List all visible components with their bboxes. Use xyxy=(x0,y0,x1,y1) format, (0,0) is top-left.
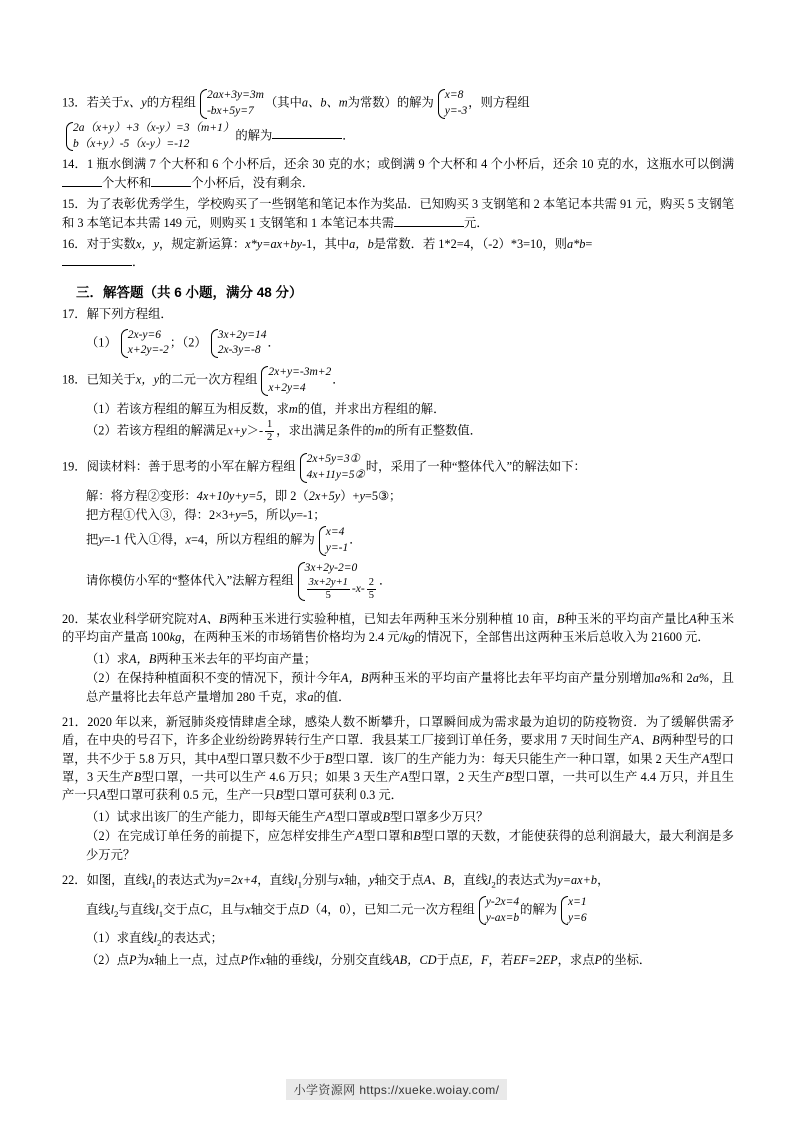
q22-v3: l xyxy=(294,872,298,887)
question-18-system xyxy=(258,365,331,397)
question-17-system-2 xyxy=(208,328,267,360)
question-15-text-2: 元． xyxy=(464,215,489,230)
question-16-text-6: ． xyxy=(132,254,145,269)
q22-t8: 的表达式为 xyxy=(495,872,558,887)
q22-s1-b: 的表达式； xyxy=(161,931,223,946)
q22-v7-sub: 2 xyxy=(491,879,496,890)
q22-sys1-row2: y-ax=b xyxy=(485,911,520,924)
q19-sys1-row2: 4x+11y=5② xyxy=(306,468,365,481)
q22-s2-c: 轴上一点，过点 xyxy=(154,952,241,967)
question-18-text-1: 已知关于 xyxy=(86,372,136,387)
q18-sub2-text-b: ，求出满足条件的 xyxy=(276,423,375,438)
q20-s2-b: 两种玉米的平均亩产量将比去年平均亩产量分别增加 xyxy=(368,670,655,685)
question-19 xyxy=(62,452,734,484)
question-16-var-2: x*y=ax+by xyxy=(245,237,302,252)
question-16-cont xyxy=(62,253,734,271)
q19-l4-a: 请你模仿小军的“整体代入”法解方程组 xyxy=(86,572,294,587)
q20-v4: kg xyxy=(169,630,182,645)
q19-frac-2 xyxy=(367,577,376,602)
q21-s1-v2: B xyxy=(382,809,391,824)
question-13-text-3: （其中 xyxy=(264,95,302,110)
question-17-sub1-tail: ； xyxy=(169,335,183,350)
q22-v4: x xyxy=(338,872,345,887)
q22-l2-v1: l xyxy=(110,902,115,917)
question-22-system-1 xyxy=(476,895,519,927)
q13-sys1-row2: -bx+5y=7 xyxy=(206,104,254,117)
answer-blank[interactable] xyxy=(394,214,464,227)
q21-t7: 型口罩，2 天生产 xyxy=(408,769,505,784)
q22-t7: ，直线 xyxy=(451,872,488,887)
q22-v1: l xyxy=(148,872,152,887)
q22-s2-e: 轴的垂线 xyxy=(265,952,315,967)
question-16-text-2: ，规定新运算： xyxy=(159,237,246,252)
q20-s2-c: 和 2 xyxy=(670,670,693,685)
q19-sys1-row1: 2x+5y=3① xyxy=(306,453,360,466)
q22-v8: y=ax+b xyxy=(557,872,598,887)
q19-frac2-num: 2 xyxy=(367,577,376,590)
question-19-text-1: 阅读材料：善于思考的小军在解方程组 xyxy=(86,459,296,474)
question-13-system-3 xyxy=(63,121,234,153)
question-14-text-2: 个大杯和 xyxy=(102,175,152,190)
question-19-line-1 xyxy=(86,487,734,506)
q20-v5: kg xyxy=(402,630,415,645)
question-16-var-4: a*b xyxy=(566,237,586,252)
q22-s2-v9: P xyxy=(594,952,603,967)
question-13-text-1: 若关于 xyxy=(86,95,124,110)
q20-t2: 两种玉米进行实验种植，已知去年两种玉米分别种植 10 亩， xyxy=(226,611,557,626)
q19-sys2-row2: y=-1 xyxy=(325,541,349,554)
question-16-text-1: 对于实数 xyxy=(86,237,136,252)
q13-sys3-row1: 2a（x+y）+3（x-y）=3（m+1） xyxy=(73,121,235,134)
brace-icon xyxy=(118,328,127,360)
brace-icon xyxy=(297,452,306,484)
q22-l2-g: 的解为 xyxy=(520,902,558,917)
q22-s1-a: （1）求直线 xyxy=(86,931,154,946)
q13-sys3-row2: b（x+y）-5（x-y）=-12 xyxy=(73,137,190,150)
question-13-text-7: ． xyxy=(342,128,355,143)
question-19-system-1 xyxy=(297,452,365,484)
answer-blank[interactable] xyxy=(62,253,132,266)
q18-sys-row2: x+2y=4 xyxy=(268,382,306,395)
question-17-parts xyxy=(86,328,734,360)
question-22-sub-2 xyxy=(86,951,734,970)
q22-s2-v2: x xyxy=(148,952,155,967)
q21-s1-c: 型口罩多少万只？ xyxy=(390,809,489,824)
q22-s2-v3: P xyxy=(240,952,248,967)
q17-sys1-row2: x+2y=-2 xyxy=(127,344,169,357)
q20-t6: 的情况下，全部售出这两种玉米后总收入为 21600 元． xyxy=(414,630,710,645)
question-14-text-1: 1 瓶水倒满 7 个大杯和 6 个小杯后，还余 30 克的水；或倒满 9 个大杯和 4 个小杯后，还余 10 克的水，这瓶水可以倒满 xyxy=(86,157,734,172)
question-13-system-1 xyxy=(197,88,264,120)
q18-sub1-text-a: （1）若该方程组的解互为相反数，求 xyxy=(86,401,289,416)
q21-t9: 型口罩可获利 0.5 元，生产一只 xyxy=(106,788,276,803)
brace-icon xyxy=(258,365,267,397)
q22-t4: 分别与 xyxy=(302,872,339,887)
q21-t6: 型口罩，一共可以生产 4.6 万只；如果 3 天生产 xyxy=(141,769,401,784)
q20-s2-d: ，且总产量将比去年总产量增加 280 千克，求 xyxy=(86,670,734,704)
q22-t2: 的表达式为 xyxy=(155,872,218,887)
q19-l3-a: 把 xyxy=(86,532,99,547)
answer-blank[interactable] xyxy=(151,174,191,187)
q22-s2-v6: AB，CD xyxy=(392,952,437,967)
q22-t6: 轴交于点 xyxy=(374,872,424,887)
q19-l3-c: =4，所以方程组的解为 xyxy=(191,532,315,547)
brace-icon xyxy=(208,328,217,360)
question-22 xyxy=(62,871,734,892)
q20-s2-v4: a xyxy=(307,689,314,704)
question-13-cont xyxy=(62,121,734,153)
q19-frac1-num: 3x+2y+1 xyxy=(307,577,350,590)
question-20-sub-2 xyxy=(86,669,734,707)
q21-s1-a: （1）试求出该厂的生产能力，即每天能生产 xyxy=(86,809,326,824)
question-17-text: 解下列方程组． xyxy=(86,307,173,322)
q22-s2-v7: E，F xyxy=(461,952,489,967)
q22-s1-v: l xyxy=(153,931,158,946)
q22-v2: y=2x+4 xyxy=(217,872,258,887)
q20-v2: B xyxy=(556,611,565,626)
question-17-sub2-label: （2） xyxy=(182,335,207,350)
brace-icon xyxy=(197,88,206,120)
q21-v1: A、B xyxy=(632,733,660,748)
q19-l2-v2: y xyxy=(290,507,297,522)
question-19-line-2 xyxy=(86,506,734,525)
question-19-system-2 xyxy=(316,525,348,557)
q19-l2-c: =-1； xyxy=(296,507,326,522)
q21-s1-v: A xyxy=(325,809,334,824)
q13-sys2-row1: x=8 xyxy=(444,89,464,101)
question-17-number: 17． xyxy=(62,307,87,322)
q18-fraction xyxy=(265,419,274,444)
q19-l3-v: y xyxy=(98,532,104,547)
question-16-text-4: 是常数．若 1*2=4，（-2）*3=10，则 xyxy=(373,237,567,252)
question-20 xyxy=(62,610,734,647)
q22-l2-v2-sub: 1 xyxy=(158,908,164,919)
question-13 xyxy=(62,88,734,120)
q19-l3-b: =-1 代入①得， xyxy=(103,532,186,547)
q20-s1-a: （1）求 xyxy=(86,651,130,666)
q22-v7: l xyxy=(487,872,492,887)
question-22-system-2 xyxy=(558,895,587,927)
question-16-number: 16． xyxy=(62,237,87,252)
q22-s2-d: 作 xyxy=(247,952,261,967)
q22-s1-v-sub: 2 xyxy=(157,937,162,948)
q21-s2-v2: B xyxy=(413,828,421,843)
q19-l1-v: 4x+10y+y=5 xyxy=(196,488,263,503)
q21-t3: 型口罩只数不少于 xyxy=(226,751,325,766)
q20-t3: 种玉米的平均亩产量比 xyxy=(564,611,690,626)
q19-sys3-row2 xyxy=(305,577,378,602)
q18-sub1-text-b: 的值，并求出方程组的解． xyxy=(297,401,446,416)
q19-l2-v: y xyxy=(235,507,241,522)
q20-v1: A、B xyxy=(198,611,227,626)
q21-t4: 型口罩．该厂的生产能力为：每天只能生产一种口罩，如果 2 天生产 xyxy=(332,751,702,766)
q13-sys2-row2: y=-3 xyxy=(444,104,468,117)
q17-sys2-row2: 2x-3y=-8 xyxy=(217,344,261,357)
questions-container xyxy=(62,88,734,970)
q20-s2-a: （2）在保持种植面积不变的情况下，预计今年 xyxy=(86,670,341,685)
question-16-text-3: -1，其中 xyxy=(302,237,350,252)
question-18-sub-2 xyxy=(86,419,734,444)
question-14 xyxy=(62,155,734,192)
question-15-text-1: 为了表彰优秀学生，学校购买了一些钢笔和笔记本作为奖品．已知购买 3 支钢笔和 2 本笔记本共需 91 元，购买 5 支钢笔和 3 本笔记本共需 149 元，则购买 1 支钢笔和 1 本笔记本共需 xyxy=(62,197,734,230)
q20-v3: A xyxy=(689,611,697,626)
q21-v9: B xyxy=(275,788,284,803)
q22-s2-b: 为 xyxy=(136,952,149,967)
q22-sys2-row1: x=1 xyxy=(568,895,587,908)
question-15-number: 15． xyxy=(62,197,87,212)
question-15 xyxy=(62,195,734,232)
q19-l3-v2: x xyxy=(185,532,191,547)
q18-sub1-var: m xyxy=(288,401,298,416)
q22-s2-v1: P xyxy=(129,952,137,967)
q19-l1-b: ，即 2（ xyxy=(262,488,309,503)
q21-s2-c: 型口罩的天数，才能使获得的总利润最大，最大利润是多少万元？ xyxy=(86,828,734,862)
question-13-text-4: 为常数）的解为 xyxy=(347,95,434,110)
question-21 xyxy=(62,713,734,805)
question-22-sub-1 xyxy=(86,929,734,950)
question-16 xyxy=(62,235,734,253)
question-21-sub-1 xyxy=(86,808,734,827)
q22-sys2-row2: y=6 xyxy=(568,911,587,924)
question-18-sub-1 xyxy=(86,400,734,419)
q21-t10: 型口罩可获利 0.3 元． xyxy=(283,788,403,803)
question-18 xyxy=(62,365,734,397)
brace-icon xyxy=(63,121,72,153)
q21-s2-v: A xyxy=(355,828,363,843)
q20-s2-v: A，B xyxy=(340,670,369,685)
q19-frac-1 xyxy=(307,577,350,602)
q22-l2-e: 轴交于点 xyxy=(250,902,300,917)
section-heading-3: 三．解答题（共 6 小题，满分 48 分） xyxy=(76,285,303,301)
q21-s2-a: （2）在完成订单任务的前提下，应怎样安排生产 xyxy=(86,828,356,843)
q22-l2-v5: D xyxy=(299,902,309,917)
q19-l2-b: =5，所以 xyxy=(240,507,291,522)
q22-l2-c: 交于点 xyxy=(163,902,201,917)
q21-t5: 型口罩，3 天生产 xyxy=(62,751,734,784)
q20-t4: 种玉米的平均亩产量高 100 xyxy=(62,611,734,645)
q22-v3-sub: 1 xyxy=(297,879,303,890)
q22-s2-v5: l xyxy=(314,952,319,967)
q21-v6: A xyxy=(400,769,409,784)
q22-l2-f: （4，0），已知二元一次方程组 xyxy=(308,902,475,917)
q22-l2-a: 直线 xyxy=(86,902,111,917)
q21-v2: A xyxy=(218,751,227,766)
q18-sys-row1: 2x+y=-3m+2 xyxy=(268,366,332,379)
q17-sys2-row1: 3x+2y=14 xyxy=(217,328,267,341)
q22-s2-g: 于点 xyxy=(436,952,462,967)
question-14-number: 14． xyxy=(62,157,87,172)
question-16-var-3: a，b xyxy=(349,237,374,252)
q22-s2-f: ，分别交直线 xyxy=(318,952,393,967)
q19-l1-d: =5③； xyxy=(364,488,402,503)
q20-t1: 某农业科学研究院对 xyxy=(86,611,199,626)
q21-v7: B xyxy=(504,769,513,784)
question-20-number: 20． xyxy=(62,611,87,626)
q19-l1-a: 解：将方程②变形： xyxy=(86,488,197,503)
question-13-var-2: a、b、m xyxy=(301,95,348,110)
q22-s2-a: （2）点 xyxy=(86,952,130,967)
question-18-text-3: ． xyxy=(332,372,345,387)
question-20-sub-1 xyxy=(86,650,734,669)
question-17-sub1-label: （1） xyxy=(86,335,117,350)
question-22-line-2 xyxy=(86,895,734,927)
q18-sub2-var-2: m xyxy=(374,423,384,438)
q22-v5: y xyxy=(369,872,375,887)
question-22-number: 22． xyxy=(62,872,87,887)
q22-t3: ，直线 xyxy=(257,872,295,887)
q20-s2-v2: a% xyxy=(654,670,671,685)
q22-s2-i: ，求点 xyxy=(557,952,595,967)
brace-icon xyxy=(435,88,444,120)
question-13-var-1: x、y xyxy=(123,95,147,110)
q18-sub2-text-a: （2）若该方程组的解满足 xyxy=(86,423,228,438)
q19-sys3-row2-mid: -x- xyxy=(351,582,365,595)
page-footer xyxy=(0,1079,793,1100)
question-19-system-3 xyxy=(295,561,378,602)
question-18-number: 18． xyxy=(62,372,87,387)
question-13-text-5: ，则方程组 xyxy=(468,95,530,110)
question-19-line-3 xyxy=(86,525,734,557)
q19-l1-v3: y xyxy=(359,488,365,503)
q22-s2-j: 的坐标． xyxy=(602,952,652,967)
q22-l2-b: 与直线 xyxy=(118,902,156,917)
brace-icon xyxy=(476,895,485,927)
q21-t2: 两种型号的口罩，共不少于 5.8 万只，其中 xyxy=(62,733,734,766)
q22-t1: 如图，直线 xyxy=(86,872,149,887)
q20-s2-e: 的值． xyxy=(313,689,351,704)
question-21-number: 21． xyxy=(62,714,88,729)
question-13-system-2 xyxy=(435,88,467,120)
question-17-system-1 xyxy=(118,328,169,360)
question-17 xyxy=(62,305,734,323)
q21-v4: A xyxy=(701,751,710,766)
q18-sub2-text-c: 的所有正整数值． xyxy=(383,423,482,438)
q18-sub2-var: x+y xyxy=(227,423,247,438)
q22-sys1-row1: y-2x=4 xyxy=(485,895,520,908)
q21-v8: A xyxy=(98,788,107,803)
q22-s2-h: ，若 xyxy=(488,952,514,967)
question-19-text-2: 时，采用了一种“整体代入”的解法如下： xyxy=(365,459,586,474)
q19-frac1-den: 5 xyxy=(325,589,331,601)
q19-l4-b: ． xyxy=(378,572,392,587)
q19-l1-v2: 2x+5y xyxy=(308,488,341,503)
question-19-line-4 xyxy=(86,561,734,602)
q19-l3-d: ． xyxy=(349,532,362,547)
question-16-var-1: x，y xyxy=(135,237,160,252)
q13-sys1-row1: 2ax+3y=3m xyxy=(206,89,264,101)
q20-s1-v: A，B xyxy=(129,651,157,666)
q18-frac-den: 2 xyxy=(267,432,273,444)
question-16-text-5: = xyxy=(585,237,593,252)
q20-s2-v3: a% xyxy=(692,670,710,685)
q19-l2-a: 把方程①代入③，得：2×3+ xyxy=(86,507,236,522)
q21-t8: 型口罩，一共可以生产 4.4 万只，并且生产一只 xyxy=(62,769,734,803)
answer-blank[interactable] xyxy=(62,174,102,187)
brace-icon xyxy=(558,895,567,927)
q22-t9: ， xyxy=(597,872,610,887)
q22-l2-v3: C xyxy=(200,902,209,917)
q18-frac-num: 1 xyxy=(265,419,274,432)
question-17-sub2-tail: ． xyxy=(267,335,280,350)
question-18-text-2: 的二元一次方程组 xyxy=(159,372,258,387)
q22-l2-v4: x xyxy=(245,902,251,917)
q22-l2-v2: l xyxy=(155,902,159,917)
question-21-sub-2 xyxy=(86,827,734,865)
q22-v1-sub: 1 xyxy=(151,879,156,890)
q22-v6: A、B xyxy=(423,872,451,887)
q18-sub2-gt: ＞- xyxy=(246,423,264,438)
q21-s2-b: 型口罩和 xyxy=(362,828,414,843)
q19-frac2-den: 5 xyxy=(368,589,374,601)
q21-s1-b: 型口罩或 xyxy=(333,809,383,824)
question-19-number: 19． xyxy=(62,459,87,474)
question-18-var-1: x，y xyxy=(135,372,160,387)
q19-sys3-row1: 3x+2y-2=0 xyxy=(304,561,358,574)
brace-icon xyxy=(316,525,325,557)
q21-t1: 2020 年以来，新冠肺炎疫情肆虐全球，感染人数不断攀升，口罩瞬间成为需求最为迫切的防疫物资．为了缓解供需矛盾，在中央的号召下，许多企业纷纷跨界转行生产口罩．我县某工厂接到订单任务，要求用 7 天时间生产 xyxy=(62,714,734,748)
footer-site-label: 小学资源网 https://xueke.woiay.com/ xyxy=(286,1079,508,1100)
question-13-text-2: 的方程组 xyxy=(146,95,196,110)
q17-sys1-row1: 2x-y=6 xyxy=(127,328,162,341)
answer-blank[interactable] xyxy=(272,127,342,140)
q19-sys2-row1: x=4 xyxy=(325,525,345,538)
q22-s2-v8: EF=2EP xyxy=(513,952,558,967)
q20-s1-b: 两种玉米去年的平均亩产量； xyxy=(156,651,317,666)
question-13-number: 13． xyxy=(62,95,87,110)
brace-icon xyxy=(295,561,304,602)
q21-v3: B xyxy=(324,751,333,766)
q22-l2-d: ，且与 xyxy=(208,902,246,917)
q22-l2-v1-sub: 2 xyxy=(114,908,119,919)
q21-v5: B xyxy=(133,769,142,784)
q20-t5: ，在两种玉米的市场销售价格均为 2.4 元/ xyxy=(181,630,403,645)
question-14-text-3: 个小杯后，没有剩余． xyxy=(191,175,315,190)
q22-s2-v4: x xyxy=(260,952,266,967)
q22-t5: 轴， xyxy=(344,872,369,887)
q19-l1-c: ）+ xyxy=(340,488,360,503)
question-13-text-6: 的解为 xyxy=(235,128,273,143)
